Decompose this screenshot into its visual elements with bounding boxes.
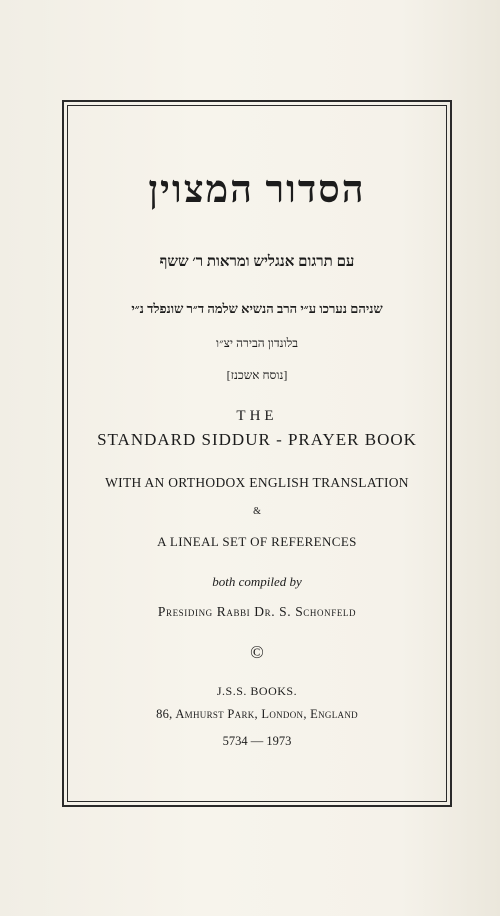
english-title-article: THE (236, 408, 278, 424)
publisher-address: 86, Amhurst Park, London, England (156, 707, 358, 721)
translation-line: WITH AN ORTHODOX ENGLISH TRANSLATION (105, 475, 409, 490)
border-frame (62, 100, 452, 807)
author-line: Presiding Rabbi Dr. S. Schonfeld (157, 604, 357, 619)
compiled-by-line: both compiled by (212, 574, 302, 589)
hebrew-title: הסדור המצוין (148, 169, 366, 211)
english-title: STANDARD SIDDUR - PRAYER BOOK (97, 430, 417, 449)
hebrew-subtitle-line-2: שניהם נערכו ע״י הרב הנשיא שלמה ד״ר שונפלד נ״י (131, 301, 383, 316)
ampersand: & (253, 506, 261, 517)
copyright-symbol: © (250, 642, 264, 662)
references-line: A LINEAL SET OF REFERENCES (157, 534, 357, 549)
publication-year: 5734 — 1973 (222, 734, 292, 748)
hebrew-subtitle-line-3: בלונדון הבירה יצ״ו (216, 336, 298, 350)
hebrew-rite-label: [נוסח אשכנז] (226, 368, 288, 382)
publisher-name: J.S.S. BOOKS. (216, 684, 298, 698)
hebrew-subtitle-line-1: עם תרגום אנגליש ומראות ר׳ ששף (159, 254, 355, 270)
